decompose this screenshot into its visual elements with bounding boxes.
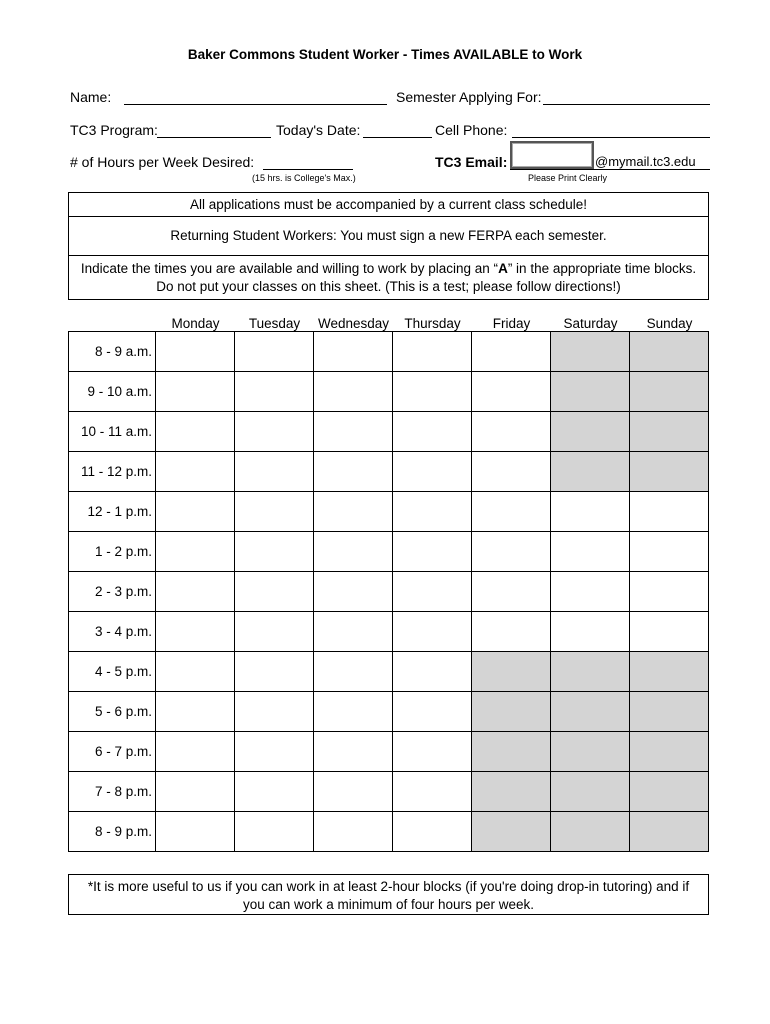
availability-cell-friday[interactable] — [472, 372, 551, 412]
availability-cell-wednesday[interactable] — [314, 492, 393, 532]
availability-cell-friday[interactable] — [472, 412, 551, 452]
availability-cell-saturday[interactable] — [551, 572, 630, 612]
availability-cell-monday[interactable] — [156, 732, 235, 772]
availability-cell-friday[interactable] — [472, 532, 551, 572]
time-label: 11 - 12 p.m. — [69, 452, 156, 492]
availability-cell-sunday[interactable] — [630, 572, 709, 612]
availability-cell-thursday[interactable] — [393, 452, 472, 492]
email-label: TC3 Email: — [435, 154, 508, 170]
availability-cell-tuesday[interactable] — [235, 612, 314, 652]
availability-cell-tuesday[interactable] — [235, 732, 314, 772]
availability-cell-sunday[interactable] — [630, 532, 709, 572]
email-input[interactable] — [510, 141, 594, 169]
availability-cell-thursday[interactable] — [393, 612, 472, 652]
availability-cell-wednesday[interactable] — [314, 332, 393, 372]
unavailable-cell — [630, 372, 709, 412]
time-row — [69, 332, 709, 372]
availability-cell-monday[interactable] — [156, 572, 235, 612]
availability-cell-thursday[interactable] — [393, 812, 472, 852]
unavailable-cell — [630, 732, 709, 772]
hours-label: # of Hours per Week Desired: — [70, 154, 255, 170]
availability-cell-friday[interactable] — [472, 572, 551, 612]
unavailable-cell — [630, 452, 709, 492]
availability-cell-wednesday[interactable] — [314, 612, 393, 652]
availability-cell-thursday[interactable] — [393, 492, 472, 532]
availability-cell-wednesday[interactable] — [314, 732, 393, 772]
availability-cell-tuesday[interactable] — [235, 812, 314, 852]
availability-cell-friday[interactable] — [472, 452, 551, 492]
unavailable-cell — [551, 772, 630, 812]
instruction-line-1: Indicate the times you are available and willing to work by placing an “A” in the appropriate time blocks. — [80, 261, 697, 276]
availability-cell-monday[interactable] — [156, 772, 235, 812]
program-label: TC3 Program: — [70, 122, 158, 138]
semester-field[interactable] — [543, 104, 710, 105]
time-label: 6 - 7 p.m. — [69, 732, 156, 772]
email-underline — [510, 169, 710, 170]
instruction-mark: A — [498, 261, 508, 276]
availability-cell-wednesday[interactable] — [314, 372, 393, 412]
availability-cell-friday[interactable] — [472, 492, 551, 532]
time-row — [69, 372, 709, 412]
availability-cell-tuesday[interactable] — [235, 572, 314, 612]
availability-cell-wednesday[interactable] — [314, 692, 393, 732]
footer-note — [68, 874, 709, 915]
unavailable-cell — [551, 692, 630, 732]
availability-cell-saturday[interactable] — [551, 612, 630, 652]
phone-label: Cell Phone: — [435, 122, 508, 138]
unavailable-cell — [630, 812, 709, 852]
footer-line-2: you can work a minimum of four hours per week. — [242, 897, 535, 912]
time-label: 1 - 2 p.m. — [69, 532, 156, 572]
availability-cell-saturday[interactable] — [551, 532, 630, 572]
availability-cell-monday[interactable] — [156, 692, 235, 732]
availability-cell-tuesday[interactable] — [235, 372, 314, 412]
unavailable-cell — [472, 732, 551, 772]
time-row — [69, 692, 709, 732]
day-header-monday: Monday — [171, 316, 220, 331]
day-header-thursday: Thursday — [404, 316, 461, 331]
time-row — [69, 572, 709, 612]
availability-cell-wednesday[interactable] — [314, 652, 393, 692]
availability-cell-monday[interactable] — [156, 372, 235, 412]
availability-cell-thursday[interactable] — [393, 652, 472, 692]
availability-cell-monday[interactable] — [156, 812, 235, 852]
schedule-grid — [68, 331, 709, 852]
availability-cell-thursday[interactable] — [393, 772, 472, 812]
notice-schedule: All applications must be accompanied by a current class schedule! — [68, 192, 709, 217]
availability-cell-sunday[interactable] — [630, 612, 709, 652]
time-row — [69, 452, 709, 492]
availability-cell-tuesday[interactable] — [235, 332, 314, 372]
day-header-friday: Friday — [492, 316, 531, 331]
availability-cell-wednesday[interactable] — [314, 772, 393, 812]
availability-cell-monday[interactable] — [156, 532, 235, 572]
name-label: Name: — [70, 89, 112, 105]
availability-cell-tuesday[interactable] — [235, 692, 314, 732]
time-label: 3 - 4 p.m. — [69, 612, 156, 652]
availability-cell-monday[interactable] — [156, 492, 235, 532]
page-title: Baker Commons Student Worker - Times AVAILABLE to Work — [187, 47, 583, 62]
unavailable-cell — [472, 692, 551, 732]
unavailable-cell — [472, 772, 551, 812]
availability-cell-thursday[interactable] — [393, 412, 472, 452]
time-row — [69, 492, 709, 532]
time-label: 4 - 5 p.m. — [69, 652, 156, 692]
unavailable-cell — [630, 652, 709, 692]
unavailable-cell — [551, 652, 630, 692]
availability-cell-thursday[interactable] — [393, 532, 472, 572]
unavailable-cell — [551, 332, 630, 372]
time-label: 8 - 9 p.m. — [69, 812, 156, 852]
day-header-saturday: Saturday — [563, 316, 618, 331]
unavailable-cell — [551, 732, 630, 772]
semester-label: Semester Applying For: — [396, 89, 542, 105]
availability-cell-thursday[interactable] — [393, 732, 472, 772]
time-row — [69, 812, 709, 852]
unavailable-cell — [472, 812, 551, 852]
availability-cell-tuesday[interactable] — [235, 532, 314, 572]
unavailable-cell — [472, 652, 551, 692]
availability-cell-thursday[interactable] — [393, 572, 472, 612]
program-field[interactable] — [157, 137, 271, 138]
time-label: 5 - 6 p.m. — [69, 692, 156, 732]
time-row — [69, 612, 709, 652]
availability-cell-saturday[interactable] — [551, 492, 630, 532]
day-header-tuesday: Tuesday — [248, 316, 301, 331]
date-field[interactable] — [363, 137, 432, 138]
availability-cell-monday[interactable] — [156, 412, 235, 452]
name-field[interactable] — [124, 104, 387, 105]
availability-cell-monday[interactable] — [156, 612, 235, 652]
availability-cell-wednesday[interactable] — [314, 812, 393, 852]
availability-cell-wednesday[interactable] — [314, 412, 393, 452]
availability-cell-wednesday[interactable] — [314, 532, 393, 572]
unavailable-cell — [630, 412, 709, 452]
time-label: 12 - 1 p.m. — [69, 492, 156, 532]
unavailable-cell — [551, 812, 630, 852]
time-row — [69, 652, 709, 692]
time-row — [69, 732, 709, 772]
availability-cell-tuesday[interactable] — [235, 412, 314, 452]
day-header-wednesday: Wednesday — [317, 316, 390, 331]
availability-cell-sunday[interactable] — [630, 492, 709, 532]
instruction-line-2: Do not put your classes on this sheet. (This is a test; please follow directions!) — [156, 279, 621, 294]
availability-cell-tuesday[interactable] — [235, 492, 314, 532]
availability-cell-wednesday[interactable] — [314, 452, 393, 492]
unavailable-cell — [551, 372, 630, 412]
time-label: 10 - 11 a.m. — [69, 412, 156, 452]
time-row — [69, 772, 709, 812]
availability-cell-thursday[interactable] — [393, 332, 472, 372]
email-domain: @mymail.tc3.edu — [595, 154, 696, 169]
availability-cell-wednesday[interactable] — [314, 572, 393, 612]
time-label: 2 - 3 p.m. — [69, 572, 156, 612]
time-label: 9 - 10 a.m. — [69, 372, 156, 412]
unavailable-cell — [551, 452, 630, 492]
hours-note: (15 hrs. is College's Max.) — [252, 173, 356, 183]
availability-cell-thursday[interactable] — [393, 372, 472, 412]
availability-cell-tuesday[interactable] — [235, 772, 314, 812]
notice-instruction — [68, 255, 709, 300]
availability-cell-tuesday[interactable] — [235, 452, 314, 492]
availability-cell-friday[interactable] — [472, 332, 551, 372]
phone-field[interactable] — [512, 137, 710, 138]
availability-cell-monday[interactable] — [156, 452, 235, 492]
footer-line-1: *It is more useful to us if you can work in at least 2-hour blocks (if you're doing drop-in tutoring) and if — [87, 879, 690, 894]
unavailable-cell — [551, 412, 630, 452]
hours-field[interactable] — [263, 169, 353, 170]
availability-cell-tuesday[interactable] — [235, 652, 314, 692]
email-note: Please Print Clearly — [528, 173, 608, 183]
time-label: 7 - 8 p.m. — [69, 772, 156, 812]
unavailable-cell — [630, 692, 709, 732]
availability-cell-monday[interactable] — [156, 332, 235, 372]
availability-cell-thursday[interactable] — [393, 692, 472, 732]
time-row — [69, 532, 709, 572]
time-label: 8 - 9 a.m. — [69, 332, 156, 372]
availability-cell-friday[interactable] — [472, 612, 551, 652]
availability-cell-monday[interactable] — [156, 652, 235, 692]
date-label: Today's Date: — [276, 122, 361, 138]
day-header-sunday: Sunday — [646, 316, 693, 331]
time-row — [69, 412, 709, 452]
notice-ferpa: Returning Student Workers: You must sign a new FERPA each semester. — [68, 216, 709, 256]
unavailable-cell — [630, 772, 709, 812]
unavailable-cell — [630, 332, 709, 372]
